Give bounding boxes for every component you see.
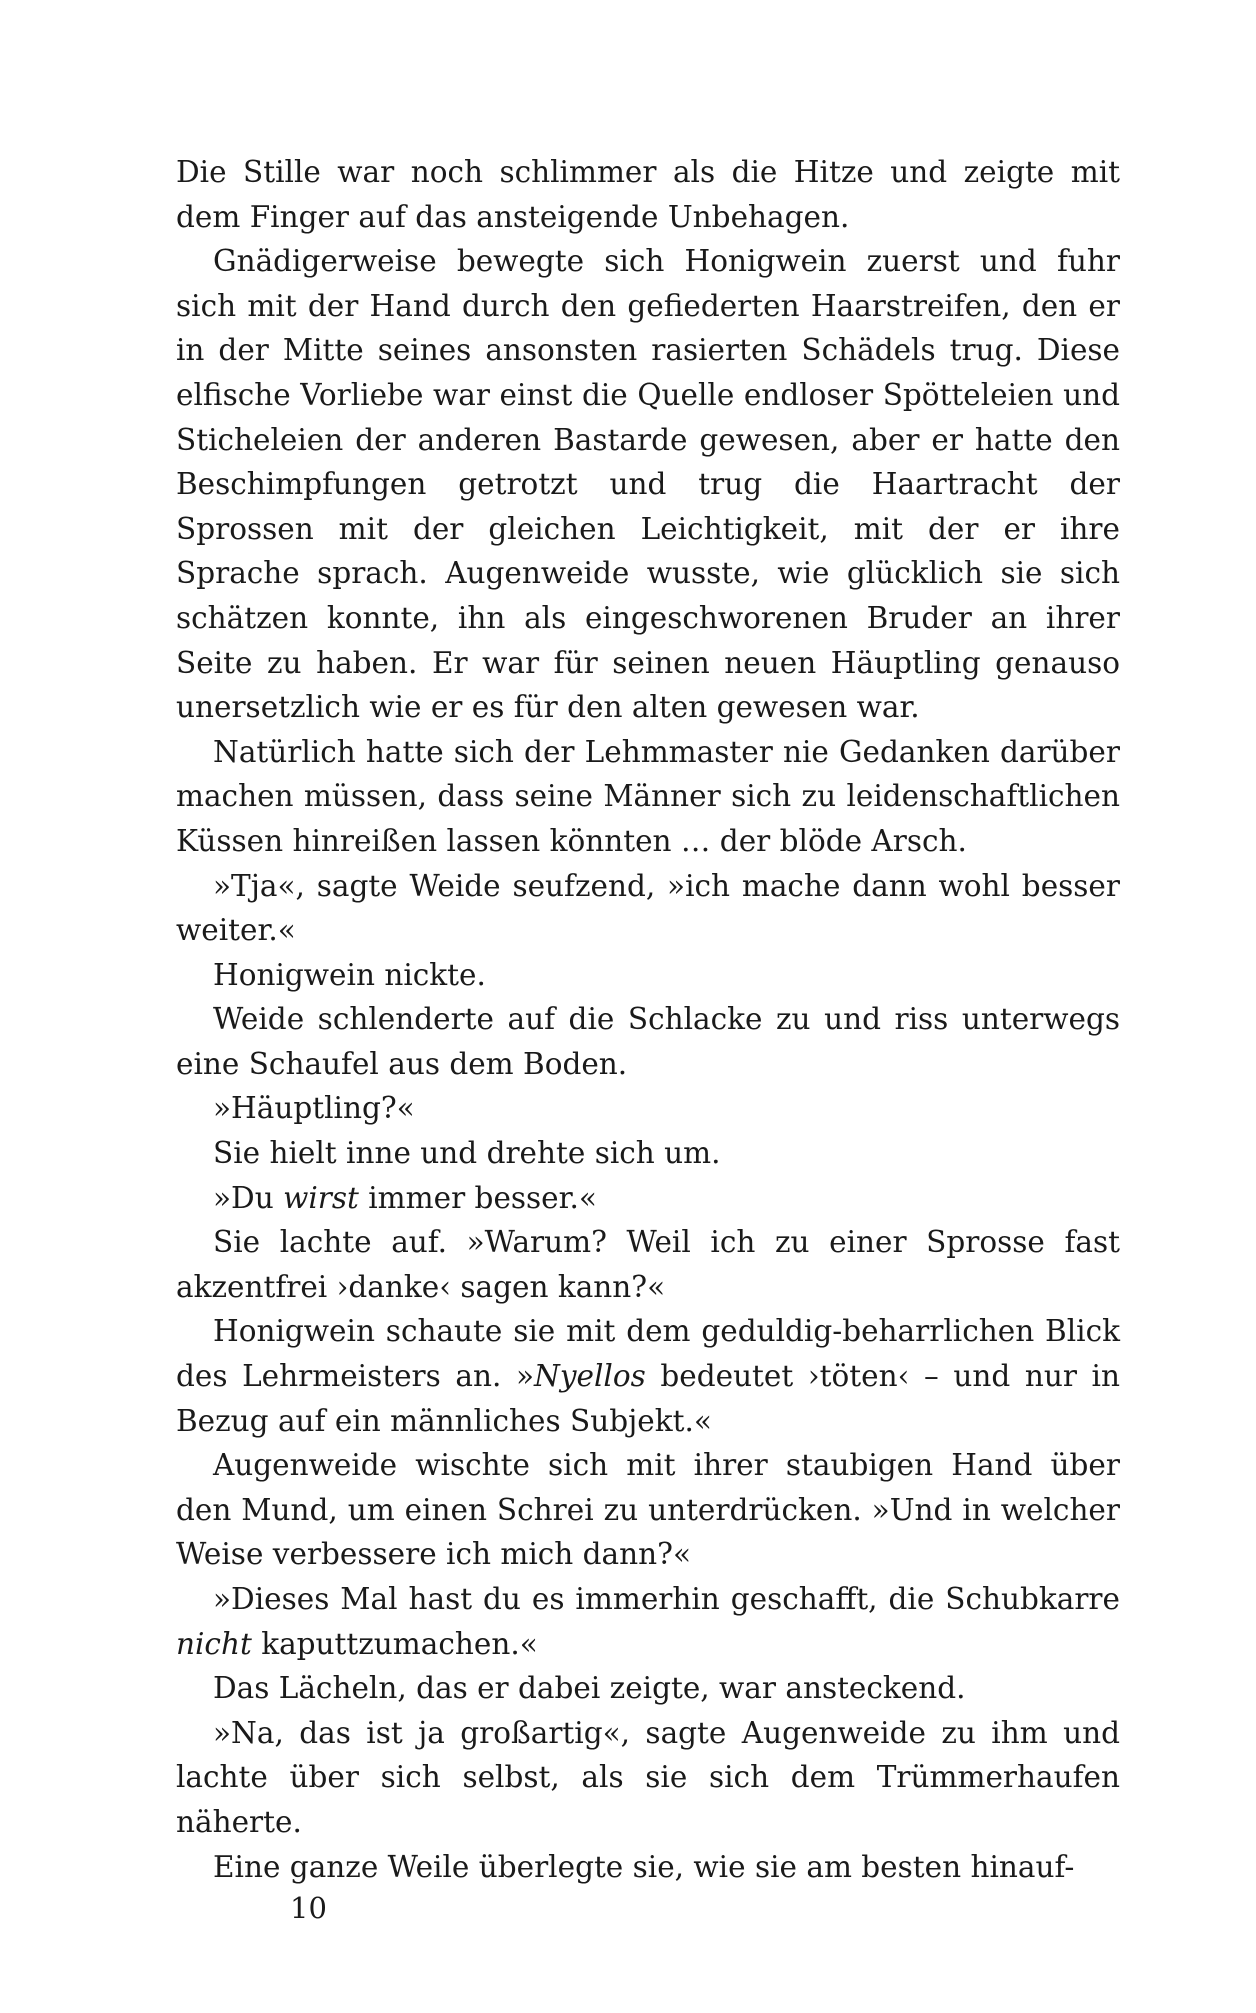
page-number: 10	[290, 1891, 327, 1925]
paragraph	[176, 1577, 1120, 1666]
paragraph: »Na, das ist ja großartig«, sagte Augenweide zu ihm und lachte über sich selbst, als sie sich dem Trümmerhaufen näherte.	[176, 1715, 1120, 1839]
body-text	[176, 150, 1120, 1889]
emphasis: wirst	[283, 1180, 359, 1215]
paragraph: »Tja«, sagte Weide seufzend, »ich mache dann wohl besser weiter.«	[176, 868, 1120, 948]
paragraph: Die Stille war noch schlimmer als die Hitze und zeigte mit dem Finger auf das ansteigende Unbehagen.	[176, 155, 1120, 234]
paragraph: Sie hielt inne und drehte sich um.	[213, 1136, 721, 1171]
text-run: bedeutet ›töten‹ – und nur in Bezug auf ein männliches Subjekt.«	[176, 1359, 1120, 1438]
text-run: immer besser.«	[358, 1180, 597, 1215]
paragraph: Gnädigerweise bewegte sich Honigwein zuerst und fuhr sich mit der Hand durch den gefiederten Haarstreifen, den er in der Mitte seines ansonsten rasierten Schädels trug. Diese elfische Vorliebe war einst die Quelle endloser Spötteleien und Sticheleien der anderen Bastarde gewesen, aber er hatte den Beschimpfungen getrotzt und trug die Haartracht der Sprossen mit der gleichen Leichtigkeit, mit der er ihre Sprache sprach. Augenweide wusste, wie glücklich sie sich schätzen konnte, ihn als eingeschworenen Bruder an ihrer Seite zu haben. Er war für seinen neuen Häuptling genauso unersetzlich wie er es für den alten gewesen war.	[176, 244, 1120, 725]
paragraph: Das Lächeln, das er dabei zeigte, war ansteckend.	[213, 1671, 966, 1706]
text-run: Honigwein schaute sie mit dem geduldig-beharrlichen Blick des Lehrmeisters an. »	[176, 1314, 1120, 1394]
emphasis: Nyellos	[534, 1359, 646, 1394]
paragraph: Natürlich hatte sich der Lehmmaster nie Gedanken darüber machen müssen, dass seine Männer sich zu leidenschaftlichen Küssen hinreißen lassen könnten … der blöde Arsch.	[176, 734, 1120, 858]
text-run: kaputtzumachen.«	[251, 1626, 538, 1661]
paragraph: Eine ganze Weile überlegte sie, wie sie am besten hinauf-	[213, 1849, 1075, 1884]
text-run: »Du	[213, 1180, 284, 1215]
paragraph	[176, 1176, 1120, 1221]
paragraph: Weide schlenderte auf die Schlacke zu und riss unterwegs eine Schaufel aus dem Boden.	[176, 1002, 1120, 1081]
emphasis: nicht	[176, 1626, 252, 1661]
paragraph: Augenweide wischte sich mit ihrer staubigen Hand über den Mund, um einen Schrei zu unterdrücken. »Und in welcher Weise verbessere ich mich dann?«	[176, 1448, 1120, 1572]
paragraph: »Häuptling?«	[213, 1091, 415, 1126]
paragraph	[176, 1309, 1120, 1443]
paragraph: Honigwein nickte.	[213, 957, 486, 992]
paragraph: Sie lachte auf. »Warum? Weil ich zu einer Sprosse fast akzentfrei ›danke‹ sagen kann?«	[176, 1225, 1120, 1304]
text-run: »Dieses Mal hast du es immerhin geschafft, die Schubkarre	[213, 1582, 1120, 1616]
